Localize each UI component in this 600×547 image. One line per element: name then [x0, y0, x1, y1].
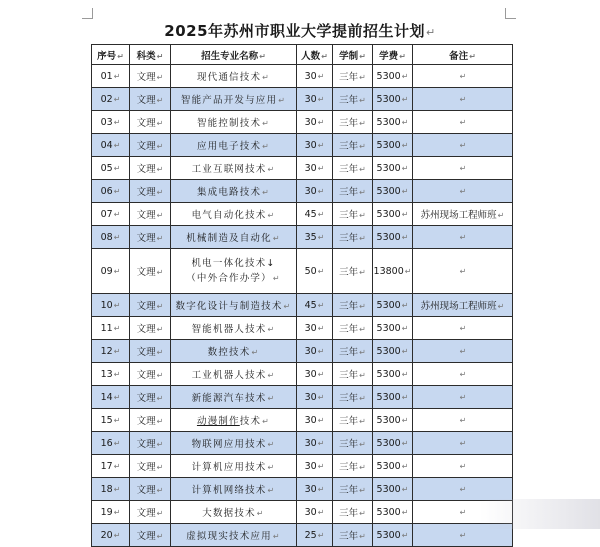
screen-glare — [480, 499, 600, 529]
table-body — [92, 65, 513, 547]
page-corner-mark-right — [505, 8, 516, 19]
table-row — [92, 409, 513, 432]
note-cell: ↵ — [413, 455, 513, 478]
subject-cell: 文理↵ — [130, 386, 171, 409]
count-cell: 45↵ — [297, 294, 333, 317]
row-number-cell: 15↵ — [92, 409, 130, 432]
count-cell: 30↵ — [297, 501, 333, 524]
note-cell: ↵ — [413, 180, 513, 203]
major-name-cell: 集成电路技术↵ — [171, 180, 297, 203]
duration-cell: 三年↵ — [333, 65, 373, 88]
row-number-cell: 12↵ — [92, 340, 130, 363]
tuition-cell: 5300↵ — [373, 157, 413, 180]
title-text: 2025年苏州市职业大学提前招生计划 — [164, 22, 426, 40]
subject-cell: 文理↵ — [130, 455, 171, 478]
duration-cell: 三年↵ — [333, 455, 373, 478]
paragraph-mark-icon: ↵ — [426, 26, 436, 39]
note-cell: ↵ — [413, 340, 513, 363]
count-cell: 30↵ — [297, 111, 333, 134]
tuition-cell: 5300↵ — [373, 134, 413, 157]
table-row — [92, 478, 513, 501]
row-number-cell: 16↵ — [92, 432, 130, 455]
document-title — [0, 20, 600, 41]
major-name-cell: 工业互联网技术↵ — [171, 157, 297, 180]
duration-cell: 三年↵ — [333, 134, 373, 157]
row-number-cell: 10↵ — [92, 294, 130, 317]
subject-cell: 文理↵ — [130, 111, 171, 134]
note-cell: ↵ — [413, 134, 513, 157]
tuition-cell: 5300↵ — [373, 409, 413, 432]
row-number-cell: 08↵ — [92, 226, 130, 249]
note-cell: ↵ — [413, 65, 513, 88]
subject-cell: 文理↵ — [130, 226, 171, 249]
table-row — [92, 432, 513, 455]
major-name-cell: 现代通信技术↵ — [171, 65, 297, 88]
table-header-row — [92, 45, 513, 65]
header-note: 备注↵ — [413, 45, 513, 65]
row-number-cell: 11↵ — [92, 317, 130, 340]
subject-cell: 文理↵ — [130, 134, 171, 157]
note-cell: ↵ — [413, 317, 513, 340]
table-row — [92, 111, 513, 134]
major-name-cell: 大数据技术↵ — [171, 501, 297, 524]
note-cell: ↵ — [413, 111, 513, 134]
page-corner-mark-left — [82, 8, 93, 19]
table-row — [92, 524, 513, 547]
duration-cell: 三年↵ — [333, 432, 373, 455]
tuition-cell: 5300↵ — [373, 455, 413, 478]
major-name-cell: 应用电子技术↵ — [171, 134, 297, 157]
count-cell: 45↵ — [297, 203, 333, 226]
subject-cell: 文理↵ — [130, 363, 171, 386]
note-cell: ↵ — [413, 386, 513, 409]
tuition-cell: 5300↵ — [373, 294, 413, 317]
duration-cell: 三年↵ — [333, 501, 373, 524]
tuition-cell: 5300↵ — [373, 478, 413, 501]
subject-cell: 文理↵ — [130, 157, 171, 180]
note-cell: ↵ — [413, 226, 513, 249]
count-cell: 35↵ — [297, 226, 333, 249]
tuition-cell: 5300↵ — [373, 88, 413, 111]
row-number-cell: 13↵ — [92, 363, 130, 386]
table-row — [92, 317, 513, 340]
subject-cell: 文理↵ — [130, 88, 171, 111]
major-name-cell: 物联网应用技术↵ — [171, 432, 297, 455]
table-row — [92, 455, 513, 478]
note-cell: ↵ — [413, 409, 513, 432]
count-cell: 50↵ — [297, 249, 333, 294]
row-number-cell: 04↵ — [92, 134, 130, 157]
tuition-cell: 5300↵ — [373, 386, 413, 409]
note-cell: ↵ — [413, 249, 513, 294]
count-cell: 30↵ — [297, 157, 333, 180]
duration-cell: 三年↵ — [333, 226, 373, 249]
duration-cell: 三年↵ — [333, 340, 373, 363]
row-number-cell: 05↵ — [92, 157, 130, 180]
major-name-cell: 计算机网络技术↵ — [171, 478, 297, 501]
duration-cell: 三年↵ — [333, 317, 373, 340]
subject-cell: 文理↵ — [130, 432, 171, 455]
count-cell: 30↵ — [297, 317, 333, 340]
header-fee: 学费↵ — [373, 45, 413, 65]
tuition-cell: 5300↵ — [373, 501, 413, 524]
table-row — [92, 363, 513, 386]
count-cell: 30↵ — [297, 180, 333, 203]
count-cell: 30↵ — [297, 432, 333, 455]
table-row — [92, 180, 513, 203]
table-row — [92, 88, 513, 111]
major-name-cell: 数字化设计与制造技术↵ — [171, 294, 297, 317]
major-name-cell: 新能源汽车技术↵ — [171, 386, 297, 409]
major-name-cell: 数控技术↵ — [171, 340, 297, 363]
duration-cell: 三年↵ — [333, 524, 373, 547]
tuition-cell: 5300↵ — [373, 65, 413, 88]
duration-cell: 三年↵ — [333, 111, 373, 134]
subject-cell: 文理↵ — [130, 409, 171, 432]
note-cell: 苏州现场工程师班↵ — [413, 203, 513, 226]
count-cell: 30↵ — [297, 65, 333, 88]
row-number-cell: 17↵ — [92, 455, 130, 478]
duration-cell: 三年↵ — [333, 409, 373, 432]
note-cell: ↵ — [413, 157, 513, 180]
note-cell: ↵ — [413, 478, 513, 501]
note-cell: ↵ — [413, 524, 513, 547]
major-name-cell: 虚拟现实技术应用↵ — [171, 524, 297, 547]
note-cell: ↵ — [413, 88, 513, 111]
tuition-cell: 5300↵ — [373, 317, 413, 340]
header-subject: 科类↵ — [130, 45, 171, 65]
duration-cell: 三年↵ — [333, 478, 373, 501]
major-name-cell: 机电一体化技术↓ （中外合作办学）↵ — [171, 249, 297, 294]
major-name-cell: 计算机应用技术↵ — [171, 455, 297, 478]
row-number-cell: 03↵ — [92, 111, 130, 134]
table-row — [92, 249, 513, 294]
row-number-cell: 01↵ — [92, 65, 130, 88]
duration-cell: 三年↵ — [333, 203, 373, 226]
header-major: 招生专业名称↵ — [171, 45, 297, 65]
row-number-cell: 18↵ — [92, 478, 130, 501]
table-row — [92, 65, 513, 88]
duration-cell: 三年↵ — [333, 157, 373, 180]
note-cell: ↵ — [413, 501, 513, 524]
subject-cell: 文理↵ — [130, 524, 171, 547]
count-cell: 30↵ — [297, 340, 333, 363]
count-cell: 30↵ — [297, 363, 333, 386]
subject-cell: 文理↵ — [130, 203, 171, 226]
subject-cell: 文理↵ — [130, 249, 171, 294]
table-row — [92, 386, 513, 409]
row-number-cell: 09↵ — [92, 249, 130, 294]
table-row — [92, 134, 513, 157]
tuition-cell: 5300↵ — [373, 340, 413, 363]
tuition-cell: 5300↵ — [373, 111, 413, 134]
table-row — [92, 294, 513, 317]
duration-cell: 三年↵ — [333, 386, 373, 409]
subject-cell: 文理↵ — [130, 340, 171, 363]
row-number-cell: 19↵ — [92, 501, 130, 524]
row-number-cell: 14↵ — [92, 386, 130, 409]
note-cell: 苏州现场工程师班↵ — [413, 294, 513, 317]
subject-cell: 文理↵ — [130, 501, 171, 524]
table-row — [92, 340, 513, 363]
count-cell: 30↵ — [297, 455, 333, 478]
table-row — [92, 501, 513, 524]
count-cell: 30↵ — [297, 478, 333, 501]
table-row — [92, 203, 513, 226]
count-cell: 30↵ — [297, 409, 333, 432]
major-name-cell: 机械制造及自动化↵ — [171, 226, 297, 249]
duration-cell: 三年↵ — [333, 180, 373, 203]
count-cell: 30↵ — [297, 386, 333, 409]
row-number-cell: 20↵ — [92, 524, 130, 547]
note-cell: ↵ — [413, 363, 513, 386]
count-cell: 30↵ — [297, 134, 333, 157]
major-name-cell: 工业机器人技术↵ — [171, 363, 297, 386]
major-name-cell: 动漫制作技术↵ — [171, 409, 297, 432]
major-name-cell: 智能控制技术↵ — [171, 111, 297, 134]
tuition-cell: 13800↵ — [373, 249, 413, 294]
tuition-cell: 5300↵ — [373, 180, 413, 203]
tuition-cell: 5300↵ — [373, 524, 413, 547]
table-row — [92, 157, 513, 180]
duration-cell: 三年↵ — [333, 249, 373, 294]
duration-cell: 三年↵ — [333, 294, 373, 317]
duration-cell: 三年↵ — [333, 363, 373, 386]
subject-cell: 文理↵ — [130, 180, 171, 203]
row-number-cell: 06↵ — [92, 180, 130, 203]
count-cell: 25↵ — [297, 524, 333, 547]
row-number-cell: 07↵ — [92, 203, 130, 226]
major-name-cell: 智能产品开发与应用↵ — [171, 88, 297, 111]
duration-cell: 三年↵ — [333, 88, 373, 111]
header-no: 序号↵ — [92, 45, 130, 65]
header-count: 人数↵ — [297, 45, 333, 65]
tuition-cell: 5300↵ — [373, 203, 413, 226]
tuition-cell: 5300↵ — [373, 363, 413, 386]
tuition-cell: 5300↵ — [373, 432, 413, 455]
subject-cell: 文理↵ — [130, 294, 171, 317]
count-cell: 30↵ — [297, 88, 333, 111]
header-years: 学制↵ — [333, 45, 373, 65]
enrollment-plan-table — [91, 44, 513, 547]
subject-cell: 文理↵ — [130, 65, 171, 88]
tuition-cell: 5300↵ — [373, 226, 413, 249]
subject-cell: 文理↵ — [130, 478, 171, 501]
major-name-cell: 电气自动化技术↵ — [171, 203, 297, 226]
major-name-cell: 智能机器人技术↵ — [171, 317, 297, 340]
note-cell: ↵ — [413, 432, 513, 455]
row-number-cell: 02↵ — [92, 88, 130, 111]
subject-cell: 文理↵ — [130, 317, 171, 340]
table-row — [92, 226, 513, 249]
